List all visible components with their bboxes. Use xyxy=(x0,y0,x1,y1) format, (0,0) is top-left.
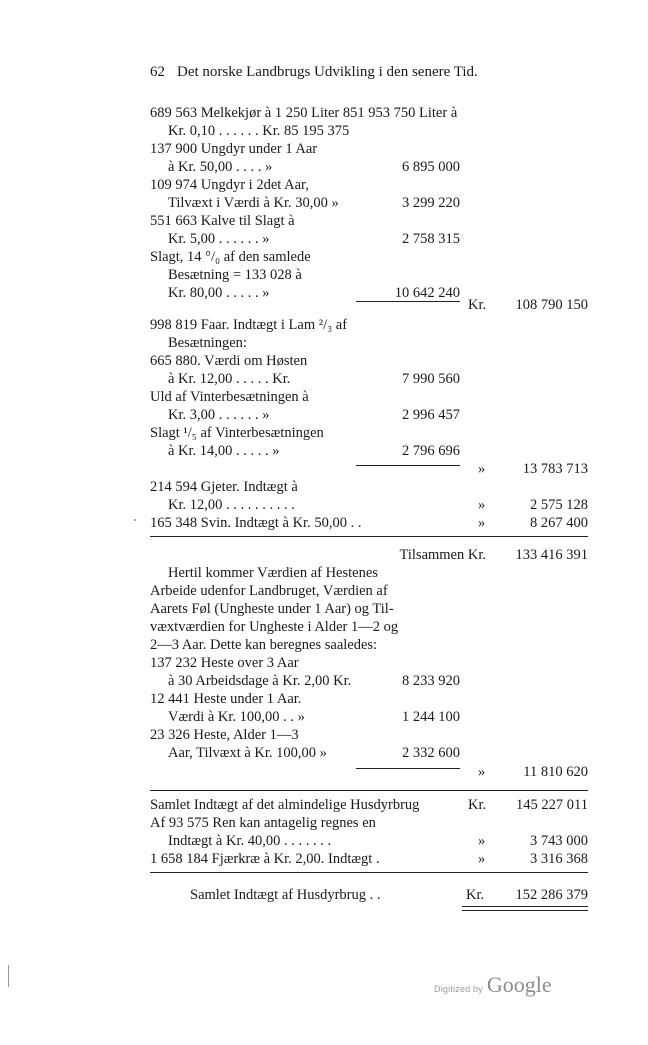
amount: 2 575 128 xyxy=(530,497,588,513)
amount: 3 743 000 xyxy=(530,833,588,849)
text-line: 165 348 Svin. Indtægt à Kr. 50,00 . . xyxy=(150,515,362,531)
scan-speck xyxy=(134,519,136,521)
text-line: 1 658 184 Fjærkræ à Kr. 2,00. Indtægt . xyxy=(150,851,380,867)
currency-label: Kr. xyxy=(466,887,485,903)
text-line: 551 663 Kalve til Slagt à xyxy=(150,213,295,229)
page-number: 62 xyxy=(150,64,165,80)
total-label: Tilsammen Kr. xyxy=(399,547,486,563)
amount: 1 244 100 xyxy=(402,709,460,725)
text-line: 12 441 Heste under 1 Aar. xyxy=(150,691,302,707)
ditto-mark: » xyxy=(478,461,486,477)
currency-label: Kr. xyxy=(468,797,487,813)
section-rule xyxy=(150,872,588,873)
ditto-mark: » xyxy=(478,833,486,849)
ditto-mark: » xyxy=(478,515,486,531)
text-line: Slagt ¹/₅ af Vinterbesætningen xyxy=(150,425,324,441)
text-line: Værdi à Kr. 100,00 . . » xyxy=(168,709,305,725)
text-line: Besætning = 133 028 à xyxy=(168,267,302,283)
text-line: 998 819 Faar. Indtægt i Lam ²/₃ af xyxy=(150,317,348,333)
text-line: Kr. 80,00 . . . . . » xyxy=(168,285,270,301)
ditto-mark: » xyxy=(478,851,486,867)
text-line: Kr. 3,00 . . . . . . » xyxy=(168,407,270,423)
text-line: 689 563 Melkekjør à 1 250 Liter 851 953 750 Liter à xyxy=(150,105,458,121)
text-line: Kr. 0,10 . . . . . . Kr. 85 195 375 xyxy=(168,123,350,139)
amount: 6 895 000 xyxy=(402,159,460,175)
paragraph-line: Arbeide udenfor Landbruget, Værdien af xyxy=(150,583,388,599)
grand-total-amount: 152 286 379 xyxy=(515,887,588,903)
total-amount: 133 416 391 xyxy=(515,547,588,563)
text-line: Kr. 5,00 . . . . . . » xyxy=(168,231,270,247)
section-rule xyxy=(150,536,588,537)
digitized-watermark xyxy=(434,972,552,998)
ditto-mark: » xyxy=(478,764,486,780)
paragraph-line: væxtværdien for Ungheste i Alder 1—2 og xyxy=(150,619,399,635)
currency-label: Kr. xyxy=(468,297,487,313)
double-rule xyxy=(462,906,588,911)
scan-edge-mark xyxy=(8,965,9,987)
text-line: 137 232 Heste over 3 Aar xyxy=(150,655,299,671)
watermark-prefix: Digitized by xyxy=(434,984,483,994)
amount: 3 316 368 xyxy=(530,851,588,867)
amount: 2 996 457 xyxy=(402,407,460,423)
google-logo: Google xyxy=(486,972,552,997)
text-line: à Kr. 14,00 . . . . . » xyxy=(168,443,280,459)
grand-total-label: Samlet Indtægt af Husdyrbrug . . xyxy=(190,887,381,903)
subtotal-amount: 13 783 713 xyxy=(522,461,588,477)
paragraph-line: 2—3 Aar. Dette kan beregnes saaledes: xyxy=(150,637,378,653)
text-line: 137 900 Ungdyr under 1 Aar xyxy=(150,141,318,157)
text-line: Besætningen: xyxy=(168,335,247,351)
paragraph-line: Aarets Føl (Ungheste under 1 Aar) og Til- xyxy=(150,601,394,617)
amount: 2 758 315 xyxy=(402,231,460,247)
text-line: Uld af Vinterbesætningen à xyxy=(150,389,309,405)
amount: 2 796 696 xyxy=(402,443,460,459)
amount: 8 267 400 xyxy=(530,515,588,531)
text-line: Kr. 12,00 . . . . . . . . . . xyxy=(168,497,295,513)
subtotal-amount: 11 810 620 xyxy=(523,764,588,780)
text-line: 214 594 Gjeter. Indtægt à xyxy=(150,479,298,495)
text-line: Af 93 575 Ren kan antagelig regnes en xyxy=(150,815,376,831)
text-line: Samlet Indtægt af det almindelige Husdyrbrug xyxy=(150,797,420,813)
text-line: 665 880. Værdi om Høsten xyxy=(150,353,308,369)
text-line: 109 974 Ungdyr i 2det Aar, xyxy=(150,177,309,193)
subtotal-rule xyxy=(356,465,460,466)
paragraph-line: Hertil kommer Værdien af Hestenes xyxy=(168,565,378,581)
amount: 8 233 920 xyxy=(402,673,460,689)
amount: 2 332 600 xyxy=(402,745,460,761)
amount: 7 990 560 xyxy=(402,371,460,387)
amount: 10 642 240 xyxy=(394,285,460,301)
subtotal-rule xyxy=(356,768,460,769)
text-line: à Kr. 50,00 . . . . » xyxy=(168,159,273,175)
running-title: Det norske Landbrugs Udvikling i den senere Tid. xyxy=(177,64,478,80)
amount: 3 299 220 xyxy=(402,195,460,211)
subtotal-rule xyxy=(356,301,460,302)
text-line: 23 326 Heste, Alder 1—3 xyxy=(150,727,299,743)
subtotal-amount: 108 790 150 xyxy=(515,297,588,313)
section-rule xyxy=(150,790,588,791)
ditto-mark: » xyxy=(478,497,486,513)
text-line: Tilvæxt i Værdi à Kr. 30,00 » xyxy=(168,195,339,211)
text-line: Indtægt à Kr. 40,00 . . . . . . . xyxy=(168,833,332,849)
amount: 145 227 011 xyxy=(516,797,588,813)
text-line: à Kr. 12,00 . . . . . Kr. xyxy=(168,371,291,387)
text-line: Slagt, 14 °/₀ af den samlede xyxy=(150,249,311,265)
text-line: à 30 Arbeidsdage à Kr. 2,00 Kr. xyxy=(168,673,352,689)
text-line: Aar, Tilvæxt à Kr. 100,00 » xyxy=(168,745,327,761)
